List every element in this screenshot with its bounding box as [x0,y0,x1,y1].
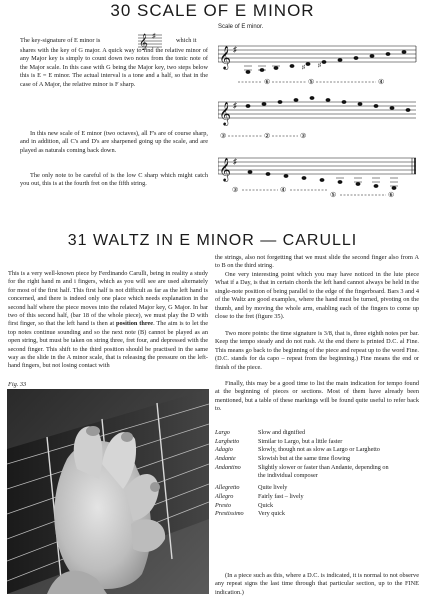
string-3-marker-b: ③ [300,132,307,140]
string-6-marker: ⑥ [264,78,271,86]
tempo-term: Allegretto [215,484,240,492]
section-30-paragraph-2: In this new scale of E minor (two octaves), all F's are of course sharp, and in addition, all C's and D's are sharpened going up the scale, and are played as naturals coming back down. [20,130,208,154]
svg-text:♯: ♯ [233,101,237,110]
string-5-marker: ⑤ [308,78,315,86]
tempo-desc: Slightly slower or faster than Andante, depending on [258,463,389,471]
section-30-paragraph-1: shares with the key of G major. A quick way to find the relative minor of any Major key is simply to count down two notes from the tonic note of the Major scale. In this case with G being the Major key, two steps below this is E = E minor. The actual interval is a tone and a half, so that in the case of A Major, the relative minor is F sharp. [20,47,208,88]
scale-label: Scale of E minor. [218,24,264,30]
key-signature-intro: The key-signature of E minor is [20,37,101,44]
section-31-title: 31 WALTZ IN E MINOR — CARULLI [67,232,358,249]
tempo-term: Presto [215,501,231,509]
tempo-row [215,455,420,464]
tempo-desc: Similar to Largo, but a little faster [258,437,343,445]
tempo-term: Andantino [215,463,241,471]
svg-text:𝄞: 𝄞 [219,159,231,181]
svg-text:♯: ♯ [233,157,237,166]
tempo-row [215,446,420,455]
right-paragraph-1: the strings, also not forgetting that we must slide the second finger also from A to B on the third string. [215,254,419,270]
tempo-desc: the individual composer [258,472,318,480]
key-signature-tail: which it [176,37,197,44]
section-31-left-column [8,270,208,371]
left-column-text: This is a very well-known piece by Ferdinando Carulli, being in reality a study for the right hand m and i fingers, which as you will see are used alternately for most of the first half. This first half is not difficult as far as the left hand is concerned, and there is indeed only one place which needs explanation in the second half where the piece moves into the related Major key, G Major. In bar two of this second half, (bar 18 of the whole piece), we must play the D with first finger, so that the left hand is then at [8,270,208,328]
svg-text:𝄞: 𝄞 [219,47,231,69]
guitar-hand-photo [7,389,209,594]
tempo-term: Prestissimo [215,510,244,518]
scale-staff-1 [218,32,418,87]
section-30-title: 30 SCALE OF E MINOR [110,1,315,20]
tempo-row [215,502,420,511]
string-2-marker: ② [264,132,271,140]
tempo-term: Andante [215,455,236,463]
tempo-row [215,429,420,438]
right-paragraph-5: (In a piece such as this, where a D.C. is indicated, it is normal to not observe any repeat signs the last time through that particular section, up to the FINE indication.) [215,572,419,596]
tempo-desc: Quick [258,501,274,509]
tempo-desc: Fairly fast – lively [258,492,304,500]
tempo-desc: Slowly, though not as slow as Largo or Larghetto [258,446,380,454]
string-3-marker-c: ③ [232,186,239,194]
section-30-paragraph-3: The only note to be careful of is the low C sharp which might catch you out, this is at the fourth fret on the fifth string. [20,172,208,188]
tempo-table [215,429,420,519]
scale-staff-3 [218,150,418,200]
tempo-desc: Very quick [258,510,285,518]
right-paragraph-3: Two more points: the time signature is 3/8, that is, three eighth notes per bar. Keep the tempo steady and do not rush. At the end there is printed D.C. al Fine. This means go back to the beginning of the piece and repeat up to the word Fine. (D.C. stands for da capo – repeat from the beginning.) Fine means the end or finish of the piece. [215,330,419,371]
tempo-row [215,464,420,473]
tempo-term: Allegro [215,492,234,500]
figure-label: Fig. 33 [8,381,27,388]
tempo-desc: Slowish but at the same time flowing [258,455,351,463]
svg-text:𝄞: 𝄞 [139,35,148,50]
tempo-row [215,510,420,519]
tempo-desc: Slow and dignified [258,429,306,436]
tempo-row [215,438,420,447]
svg-text:♯: ♯ [152,32,156,40]
scale-staff-2 [218,92,418,147]
left-column-text-2: . The aim is to let the top notes continue sounding and so the next note (B) cannot be played as an open string, but must be taken on string three, fret four, and depressed with the second finger. This shift to the third position should be practised in the same way as the slide in the A minor scale, that is releasing the pressure on the left-hand fingers, but not losing contact with [8,320,208,370]
string-4-marker: ④ [378,78,385,86]
svg-text:♯: ♯ [233,45,237,54]
tempo-row [215,484,420,493]
position-three-bold: position three [116,320,154,328]
tempo-term: Largo [215,429,230,436]
string-6-marker-b: ⑥ [388,191,395,199]
tempo-desc: Quite lively [258,484,288,492]
tempo-term: Larghetto [215,437,240,445]
string-4-marker-b: ④ [280,186,287,194]
right-paragraph-4: Finally, this may be a good time to list the main indication for tempo found at the beginning of pieces or sections. Most of them have already been mentioned, but a table of these markings will be found quite useful to refer back to. [215,380,419,413]
tempo-term: Adagio [215,446,233,454]
svg-text:♯: ♯ [318,63,321,69]
string-5-marker-b: ⑤ [330,191,337,199]
svg-text:♯: ♯ [302,65,305,71]
right-paragraph-2: One very interesting point which you may have noticed in the lute piece What if a Day, is that in certain chords the left hand cannot always be held in the single-note position of being parallel to the edge of the fingerboard. Bars 3 and 4 of the Waltz are good examples, where the hand must be turned, pivoting on the thumb, and by moving the whole arm, enabling each of the fingers to come up close to the fret (figure 35). [215,271,419,321]
svg-text:𝄞: 𝄞 [219,103,231,125]
tempo-row [215,493,420,502]
tempo-row [215,472,420,481]
string-3-marker: ③ [220,132,227,140]
